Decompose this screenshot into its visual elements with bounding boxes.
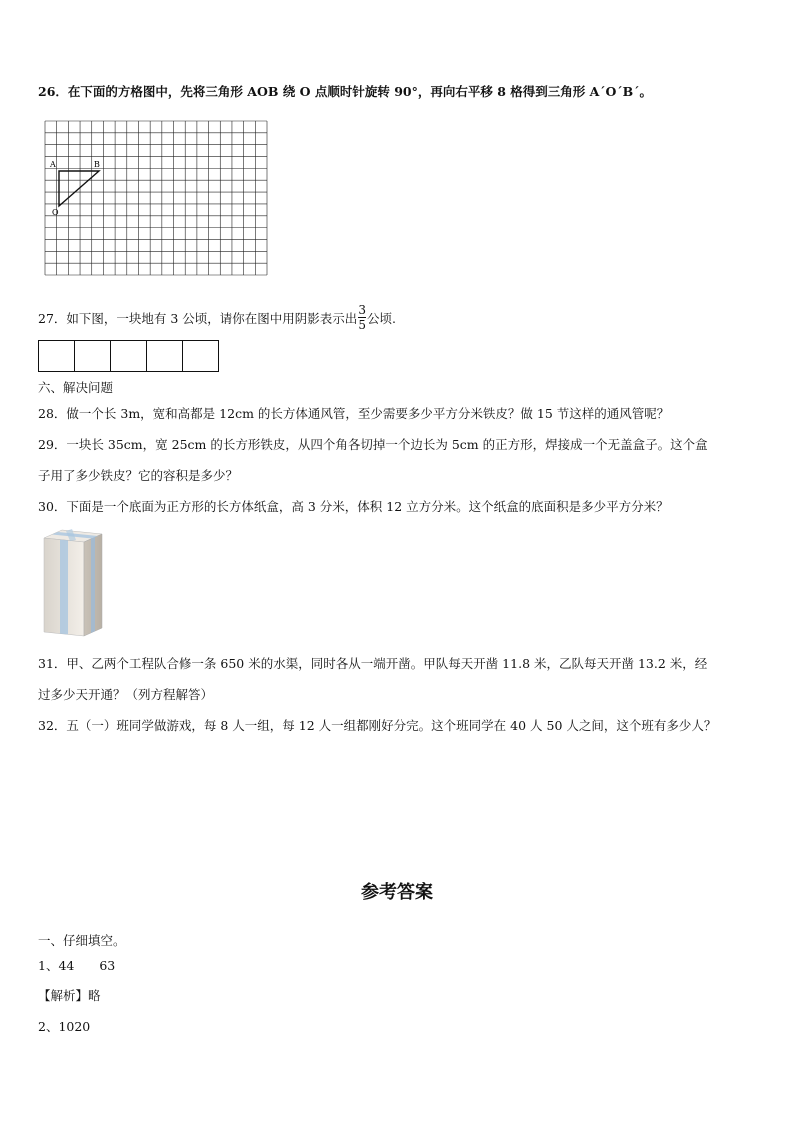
section-heading: 六、解决问题 <box>38 380 114 395</box>
question-31-line-1: 31．甲、乙两个工程队合修一条 650 米的水渠，同时各从一端开凿。甲队每天开凿 11.8 米，乙队每天开凿 13.2 米，经 <box>38 656 708 671</box>
grid-figure <box>44 120 268 276</box>
answer-1-note: 【解析】略 <box>38 988 101 1003</box>
paper-box-image <box>36 528 108 640</box>
question-28: 28．做一个长 3m，宽和高都是 12cm 的长方体通风管，至少需要多少平方分米铁皮？做 15 节这样的通风管呢？ <box>38 406 670 421</box>
answer-2: 2、1020 <box>38 1019 91 1034</box>
fraction <box>358 304 366 331</box>
answers-section-1: 一、仔细填空。 <box>38 933 126 948</box>
answers-heading: 参考答案 <box>361 882 433 903</box>
fraction-denominator: 5 <box>358 318 366 332</box>
question-27-suffix: 公顷. <box>366 311 396 326</box>
question-27-text: 27．如下图，一块地有 3 公顷，请你在图中用阴影表示出 <box>38 311 358 326</box>
question-30: 30．下面是一个底面为正方形的长方体纸盒，高 3 分米，体积 12 立方分米。这个纸盒的底面积是多少平方分米？ <box>38 499 669 514</box>
land-box[interactable] <box>110 340 147 372</box>
fraction-numerator: 3 <box>358 303 366 317</box>
question-29-line-1: 29．一块长 35cm，宽 25cm 的长方形铁皮，从四个角各切掉一个边长为 5cm 的正方形，焊接成一个无盖盒子。这个盒 <box>38 437 708 452</box>
grid-lines <box>45 121 267 275</box>
question-26: 26．在下面的方格图中，先将三角形 AOB 绕 O 点顺时针旋转 90°，再向右平移 8 格得到三角形 A´O´B´。 <box>38 84 652 99</box>
land-box[interactable] <box>74 340 111 372</box>
label-b: B <box>94 160 100 169</box>
land-boxes <box>38 340 219 372</box>
grid-svg <box>44 120 268 276</box>
land-box[interactable] <box>182 340 219 372</box>
question-27 <box>38 303 396 333</box>
question-31-line-2: 过多少天开通？（列方程解答） <box>38 687 214 702</box>
label-o: O <box>52 208 59 217</box>
land-box[interactable] <box>38 340 75 372</box>
land-box[interactable] <box>146 340 183 372</box>
question-29-line-2: 子用了多少铁皮？它的容积是多少？ <box>38 468 239 483</box>
label-a: A <box>50 160 56 169</box>
question-32: 32．五（一）班同学做游戏，每 8 人一组，每 12 人一组都刚好分完。这个班同学在 40 人 50 人之间，这个班有多少人？ <box>38 718 717 733</box>
answer-1: 1、44 63 <box>38 958 116 973</box>
triangle-aob <box>59 171 99 206</box>
